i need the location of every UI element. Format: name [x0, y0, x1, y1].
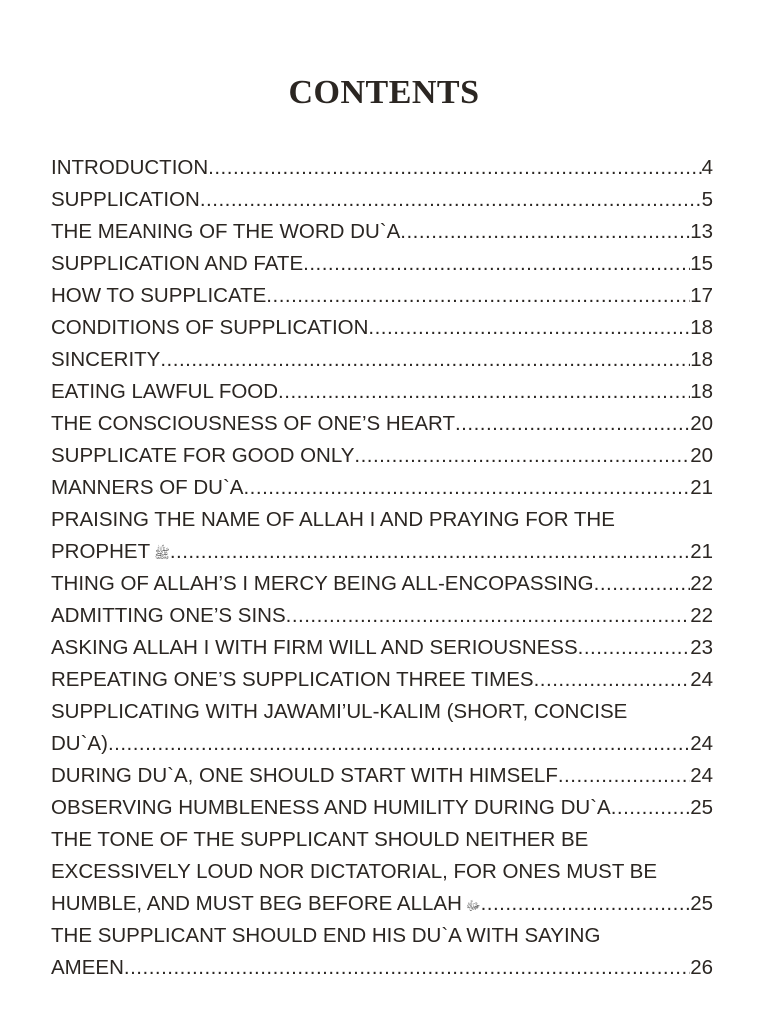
- toc-entry-line: [51, 504, 713, 536]
- dot-leader: [124, 952, 690, 984]
- dot-leader: [303, 248, 690, 280]
- toc-entry: [51, 152, 713, 184]
- honorific-seal-icon: ﷺ: [154, 546, 170, 561]
- toc-entry-title: SINCERITY: [51, 348, 161, 371]
- page-number: 4: [701, 156, 713, 179]
- page-title: CONTENTS: [288, 74, 480, 111]
- honorific-seal-icon: ﷻ: [465, 898, 481, 913]
- toc-entry-title: CONDITIONS OF SUPPLICATION: [51, 316, 369, 339]
- dot-leader: [594, 568, 691, 600]
- toc-entry: [51, 568, 713, 600]
- toc-entry: [51, 184, 713, 216]
- dot-leader: [400, 216, 690, 248]
- toc-entry-title: ADMITTING ONE’S SINS: [51, 604, 286, 627]
- dot-leader: [578, 632, 691, 664]
- toc-entry-title: INTRODUCTION: [51, 156, 209, 179]
- toc-entry: [51, 376, 713, 408]
- page-number: 18: [690, 316, 713, 339]
- page-number: 20: [690, 412, 713, 435]
- toc-entry: [51, 920, 713, 984]
- toc-entry: [51, 664, 713, 696]
- toc-entry-title: PRAISING THE NAME OF ALLAH I AND PRAYING FOR THE: [51, 508, 615, 531]
- toc-entry-title: EXCESSIVELY LOUD NOR DICTATORIAL, FOR ONES MUST BE: [51, 860, 658, 883]
- dot-leader: [160, 344, 690, 376]
- toc-entry-line-final: [51, 760, 713, 792]
- page-number: 18: [690, 380, 713, 403]
- page-number: 25: [690, 892, 713, 915]
- dot-leader: [611, 792, 691, 824]
- toc-entry: [51, 504, 713, 568]
- toc-entry-line-final: [51, 952, 713, 984]
- dot-leader: [200, 184, 702, 216]
- dot-leader: [455, 408, 690, 440]
- toc-entry-title: HUMBLE, AND MUST BEG BEFORE ALLAH: [51, 892, 462, 915]
- toc-entry-line-final: [51, 344, 713, 376]
- page-number: 24: [690, 732, 713, 755]
- toc-entry: [51, 248, 713, 280]
- toc-entry-line: [51, 856, 713, 888]
- toc-entry-title: OBSERVING HUMBLENESS AND HUMILITY DURING DU`A: [51, 796, 611, 819]
- toc-entry-title: SUPPLICATING WITH JAWAMI’UL-KALIM (SHORT, CONCISE: [51, 700, 628, 723]
- page-number: 5: [701, 188, 713, 211]
- toc-entry-line-final: [51, 600, 713, 632]
- dot-leader: [354, 440, 690, 472]
- page-number: 20: [690, 444, 713, 467]
- toc-entry: [51, 824, 713, 920]
- toc-entry-line-final: [51, 216, 713, 248]
- page-number: 26: [690, 956, 713, 979]
- page-number: 21: [690, 476, 713, 499]
- page-number: 22: [690, 604, 713, 627]
- page-number: 24: [690, 764, 713, 787]
- toc-entry-line-final: [51, 376, 713, 408]
- page-number: 15: [690, 252, 713, 275]
- toc-entry-title: SUPPLICATION: [51, 188, 200, 211]
- toc-entry-line-final: [51, 536, 713, 568]
- dot-leader: [278, 376, 690, 408]
- toc-entry-line-final: [51, 472, 713, 504]
- toc-entry-line-final: [51, 184, 713, 216]
- toc-entry: [51, 312, 713, 344]
- toc-entry-title: MANNERS OF DU`A: [51, 476, 244, 499]
- toc-entry: [51, 632, 713, 664]
- toc-entry-line-final: [51, 280, 713, 312]
- toc-entry-title: EATING LAWFUL FOOD: [51, 380, 279, 403]
- toc-entry: [51, 344, 713, 376]
- table-of-contents: [51, 152, 713, 984]
- page-number: 21: [690, 540, 713, 563]
- toc-entry-line-final: [51, 728, 713, 760]
- toc-entry-title: THE SUPPLICANT SHOULD END HIS DU`A WITH SAYING: [51, 924, 601, 947]
- page-number: 24: [690, 668, 713, 691]
- toc-entry-line-final: [51, 440, 713, 472]
- page-number: 22: [690, 572, 713, 595]
- toc-entry-title: THE MEANING OF THE WORD DU`A: [51, 220, 401, 243]
- dot-leader: [481, 888, 691, 920]
- toc-entry-title: PROPHET: [51, 540, 151, 563]
- dot-leader: [368, 312, 690, 344]
- toc-entry-line: [51, 824, 713, 856]
- toc-entry-line: [51, 696, 713, 728]
- toc-entry-line-final: [51, 408, 713, 440]
- dot-leader: [243, 472, 690, 504]
- toc-entry: [51, 440, 713, 472]
- toc-entry-title: HOW TO SUPPLICATE: [51, 284, 267, 307]
- toc-entry: [51, 472, 713, 504]
- toc-entry-title: REPEATING ONE’S SUPPLICATION THREE TIMES: [51, 668, 534, 691]
- toc-entry: [51, 216, 713, 248]
- page-number: 13: [690, 220, 713, 243]
- toc-entry-title: ASKING ALLAH I WITH FIRM WILL AND SERIOUSNESS: [51, 636, 578, 659]
- toc-entry-line-final: [51, 312, 713, 344]
- toc-entry: [51, 280, 713, 312]
- toc-entry: [51, 792, 713, 824]
- dot-leader: [170, 536, 690, 568]
- toc-entry-title: SUPPLICATE FOR GOOD ONLY: [51, 444, 355, 467]
- toc-entry-title: SUPPLICATION AND FATE: [51, 252, 304, 275]
- toc-entry-title: DU`A): [51, 732, 108, 755]
- page-number: 18: [690, 348, 713, 371]
- dot-leader: [208, 152, 701, 184]
- toc-entry-line-final: [51, 248, 713, 280]
- page-number: 25: [690, 796, 713, 819]
- toc-entry-title: THE CONSCIOUSNESS OF ONE’S HEART: [51, 412, 455, 435]
- dot-leader: [286, 600, 691, 632]
- page-number: 23: [690, 636, 713, 659]
- toc-entry-line-final: [51, 152, 713, 184]
- dot-leader: [534, 664, 691, 696]
- dot-leader: [266, 280, 690, 312]
- toc-entry-line-final: [51, 792, 713, 824]
- toc-entry: [51, 600, 713, 632]
- toc-entry-line-final: [51, 888, 713, 920]
- toc-entry-line-final: [51, 664, 713, 696]
- toc-entry-title: THE TONE OF THE SUPPLICANT SHOULD NEITHER BE: [51, 828, 589, 851]
- page-number: 17: [690, 284, 713, 307]
- dot-leader: [108, 728, 690, 760]
- toc-entry: [51, 760, 713, 792]
- toc-entry-title: THING OF ALLAH’S I MERCY BEING ALL-ENCOPASSING: [51, 572, 594, 595]
- dot-leader: [558, 760, 690, 792]
- toc-entry-line-final: [51, 568, 713, 600]
- toc-entry-line: [51, 920, 713, 952]
- toc-entry: [51, 696, 713, 760]
- toc-entry: [51, 408, 713, 440]
- toc-entry-title: AMEEN: [51, 956, 124, 979]
- toc-entry-line-final: [51, 632, 713, 664]
- toc-entry-title: DURING DU`A, ONE SHOULD START WITH HIMSELF: [51, 764, 558, 787]
